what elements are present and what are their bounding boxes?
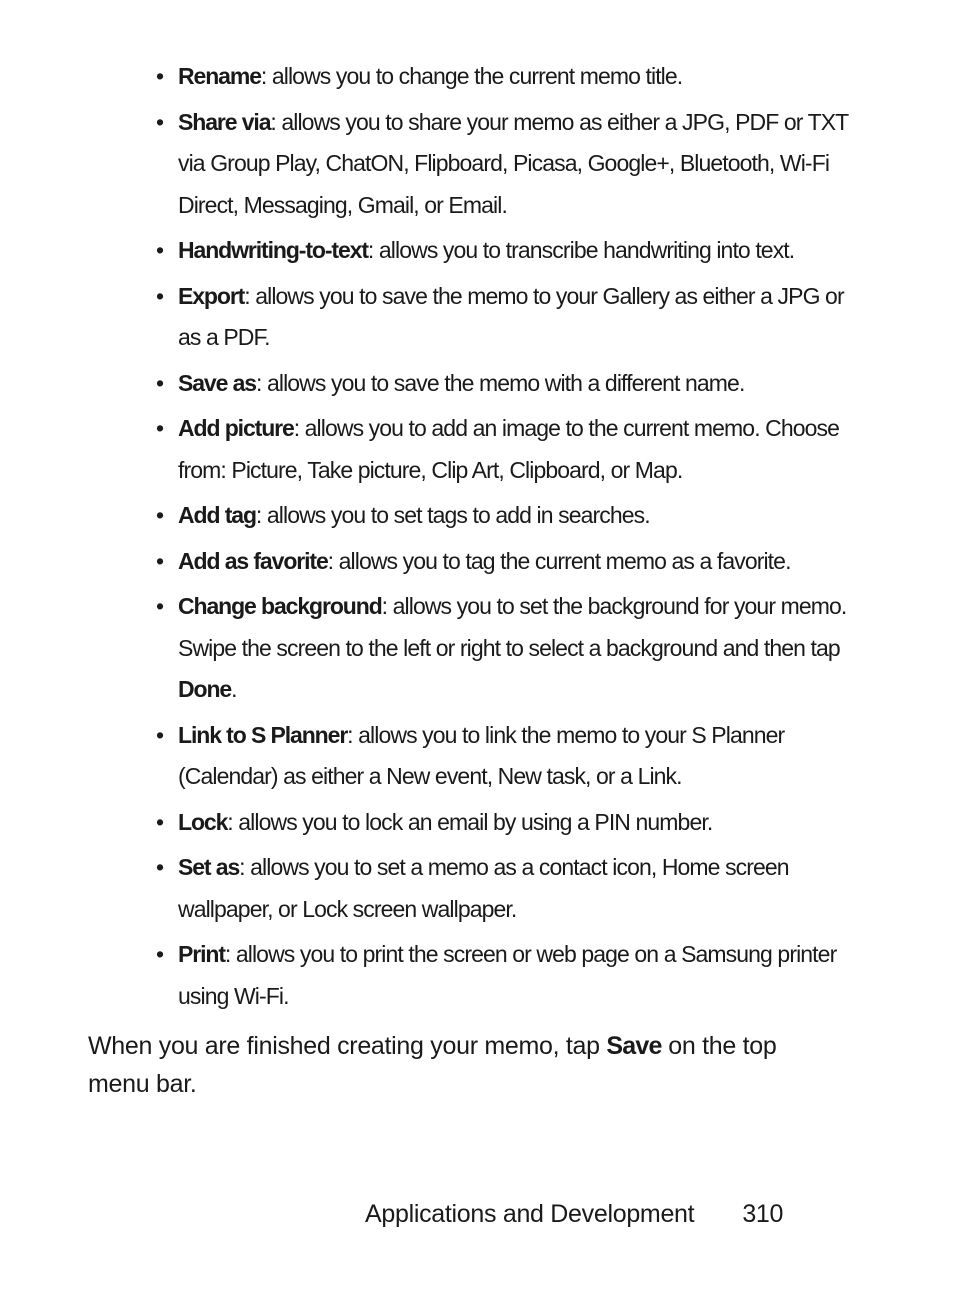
bullet-icon: • — [156, 547, 164, 574]
closing-text-before: When you are finished creating your memo, tap — [88, 1032, 607, 1060]
list-item — [156, 715, 866, 798]
option-description: : allows you to set tags to add in searches. — [255, 502, 650, 528]
option-description: : allows you to save the memo to your Gallery as either a JPG or as a PDF. — [178, 282, 844, 350]
option-description: : allows you to link the memo to your S Planner (Calendar) as either a New event, New task, or a Link. — [178, 721, 785, 789]
option-term-done: Done — [178, 676, 232, 702]
option-term: Save as — [178, 369, 256, 396]
list-item — [156, 495, 866, 537]
list-item — [156, 847, 866, 930]
option-term: Print — [178, 941, 225, 967]
closing-text-after: on the top menu bar. — [88, 1032, 777, 1098]
list-item — [156, 541, 866, 583]
option-term: Handwriting-to-text — [178, 237, 368, 263]
option-term: Rename — [178, 63, 261, 89]
list-item — [156, 102, 866, 227]
list-item — [156, 56, 866, 98]
list-item — [156, 408, 866, 491]
list-item — [156, 363, 866, 405]
bullet-icon: • — [156, 808, 164, 835]
save-term: Save — [606, 1032, 662, 1060]
option-list — [156, 56, 866, 1021]
bullet-icon: • — [156, 721, 164, 748]
bullet-icon: • — [156, 593, 164, 619]
list-item — [156, 586, 866, 711]
list-item — [156, 276, 866, 359]
page-footer — [365, 1196, 783, 1232]
option-description: : allows you to save the memo with a different name. — [256, 369, 745, 396]
option-description: : allows you to change the current memo title. — [260, 63, 683, 89]
bullet-icon: • — [156, 415, 164, 441]
option-term: Share via — [178, 108, 271, 135]
option-description: : allows you to add an image to the current memo. Choose from: Picture, Take picture, Clip Art, Clipboard, or Map. — [178, 415, 840, 483]
bullet-icon: • — [156, 502, 164, 528]
option-term: Lock — [178, 808, 228, 835]
option-term: Export — [178, 282, 245, 309]
option-description: : allows you to set the background for your memo. Swipe the screen to the left or right to select a background and then tap — [178, 593, 847, 661]
bullet-icon: • — [156, 282, 164, 309]
option-description: : allows you to share your memo as either a JPG, PDF or TXT via Group Play, ChatON, Flipboard, Picasa, Google+, Bluetooth, Wi-Fi Direct, Messaging, Gmail, or Email. — [178, 108, 848, 218]
option-description: : allows you to set a memo as a contact icon, Home screen wallpaper, or Lock screen wallpaper. — [178, 854, 789, 922]
bullet-icon: • — [156, 237, 164, 263]
option-term: Add picture — [178, 415, 294, 441]
option-term: Set as — [178, 854, 240, 880]
option-description-end: . — [231, 676, 237, 702]
option-description: : allows you to lock an email by using a PIN number. — [227, 808, 713, 835]
list-item — [156, 934, 866, 1017]
footer-section-title: Applications and Development — [365, 1200, 695, 1228]
bullet-icon: • — [156, 941, 164, 967]
closing-paragraph — [88, 1027, 828, 1103]
bullet-icon: • — [156, 854, 164, 880]
option-term: Add as favorite — [178, 547, 328, 574]
option-description: : allows you to transcribe handwriting into text. — [367, 237, 795, 263]
page-number: 310 — [742, 1200, 784, 1228]
option-term: Change background — [178, 593, 382, 619]
option-term: Add tag — [178, 502, 256, 528]
bullet-icon: • — [156, 63, 164, 89]
bullet-icon: • — [156, 369, 164, 396]
list-item — [156, 802, 866, 844]
option-term: Link to S Planner — [178, 721, 348, 748]
option-description: : allows you to tag the current memo as a favorite. — [327, 547, 791, 574]
option-description: : allows you to print the screen or web page on a Samsung printer using Wi-Fi. — [178, 941, 837, 1009]
list-item — [156, 230, 866, 272]
bullet-icon: • — [156, 108, 164, 135]
